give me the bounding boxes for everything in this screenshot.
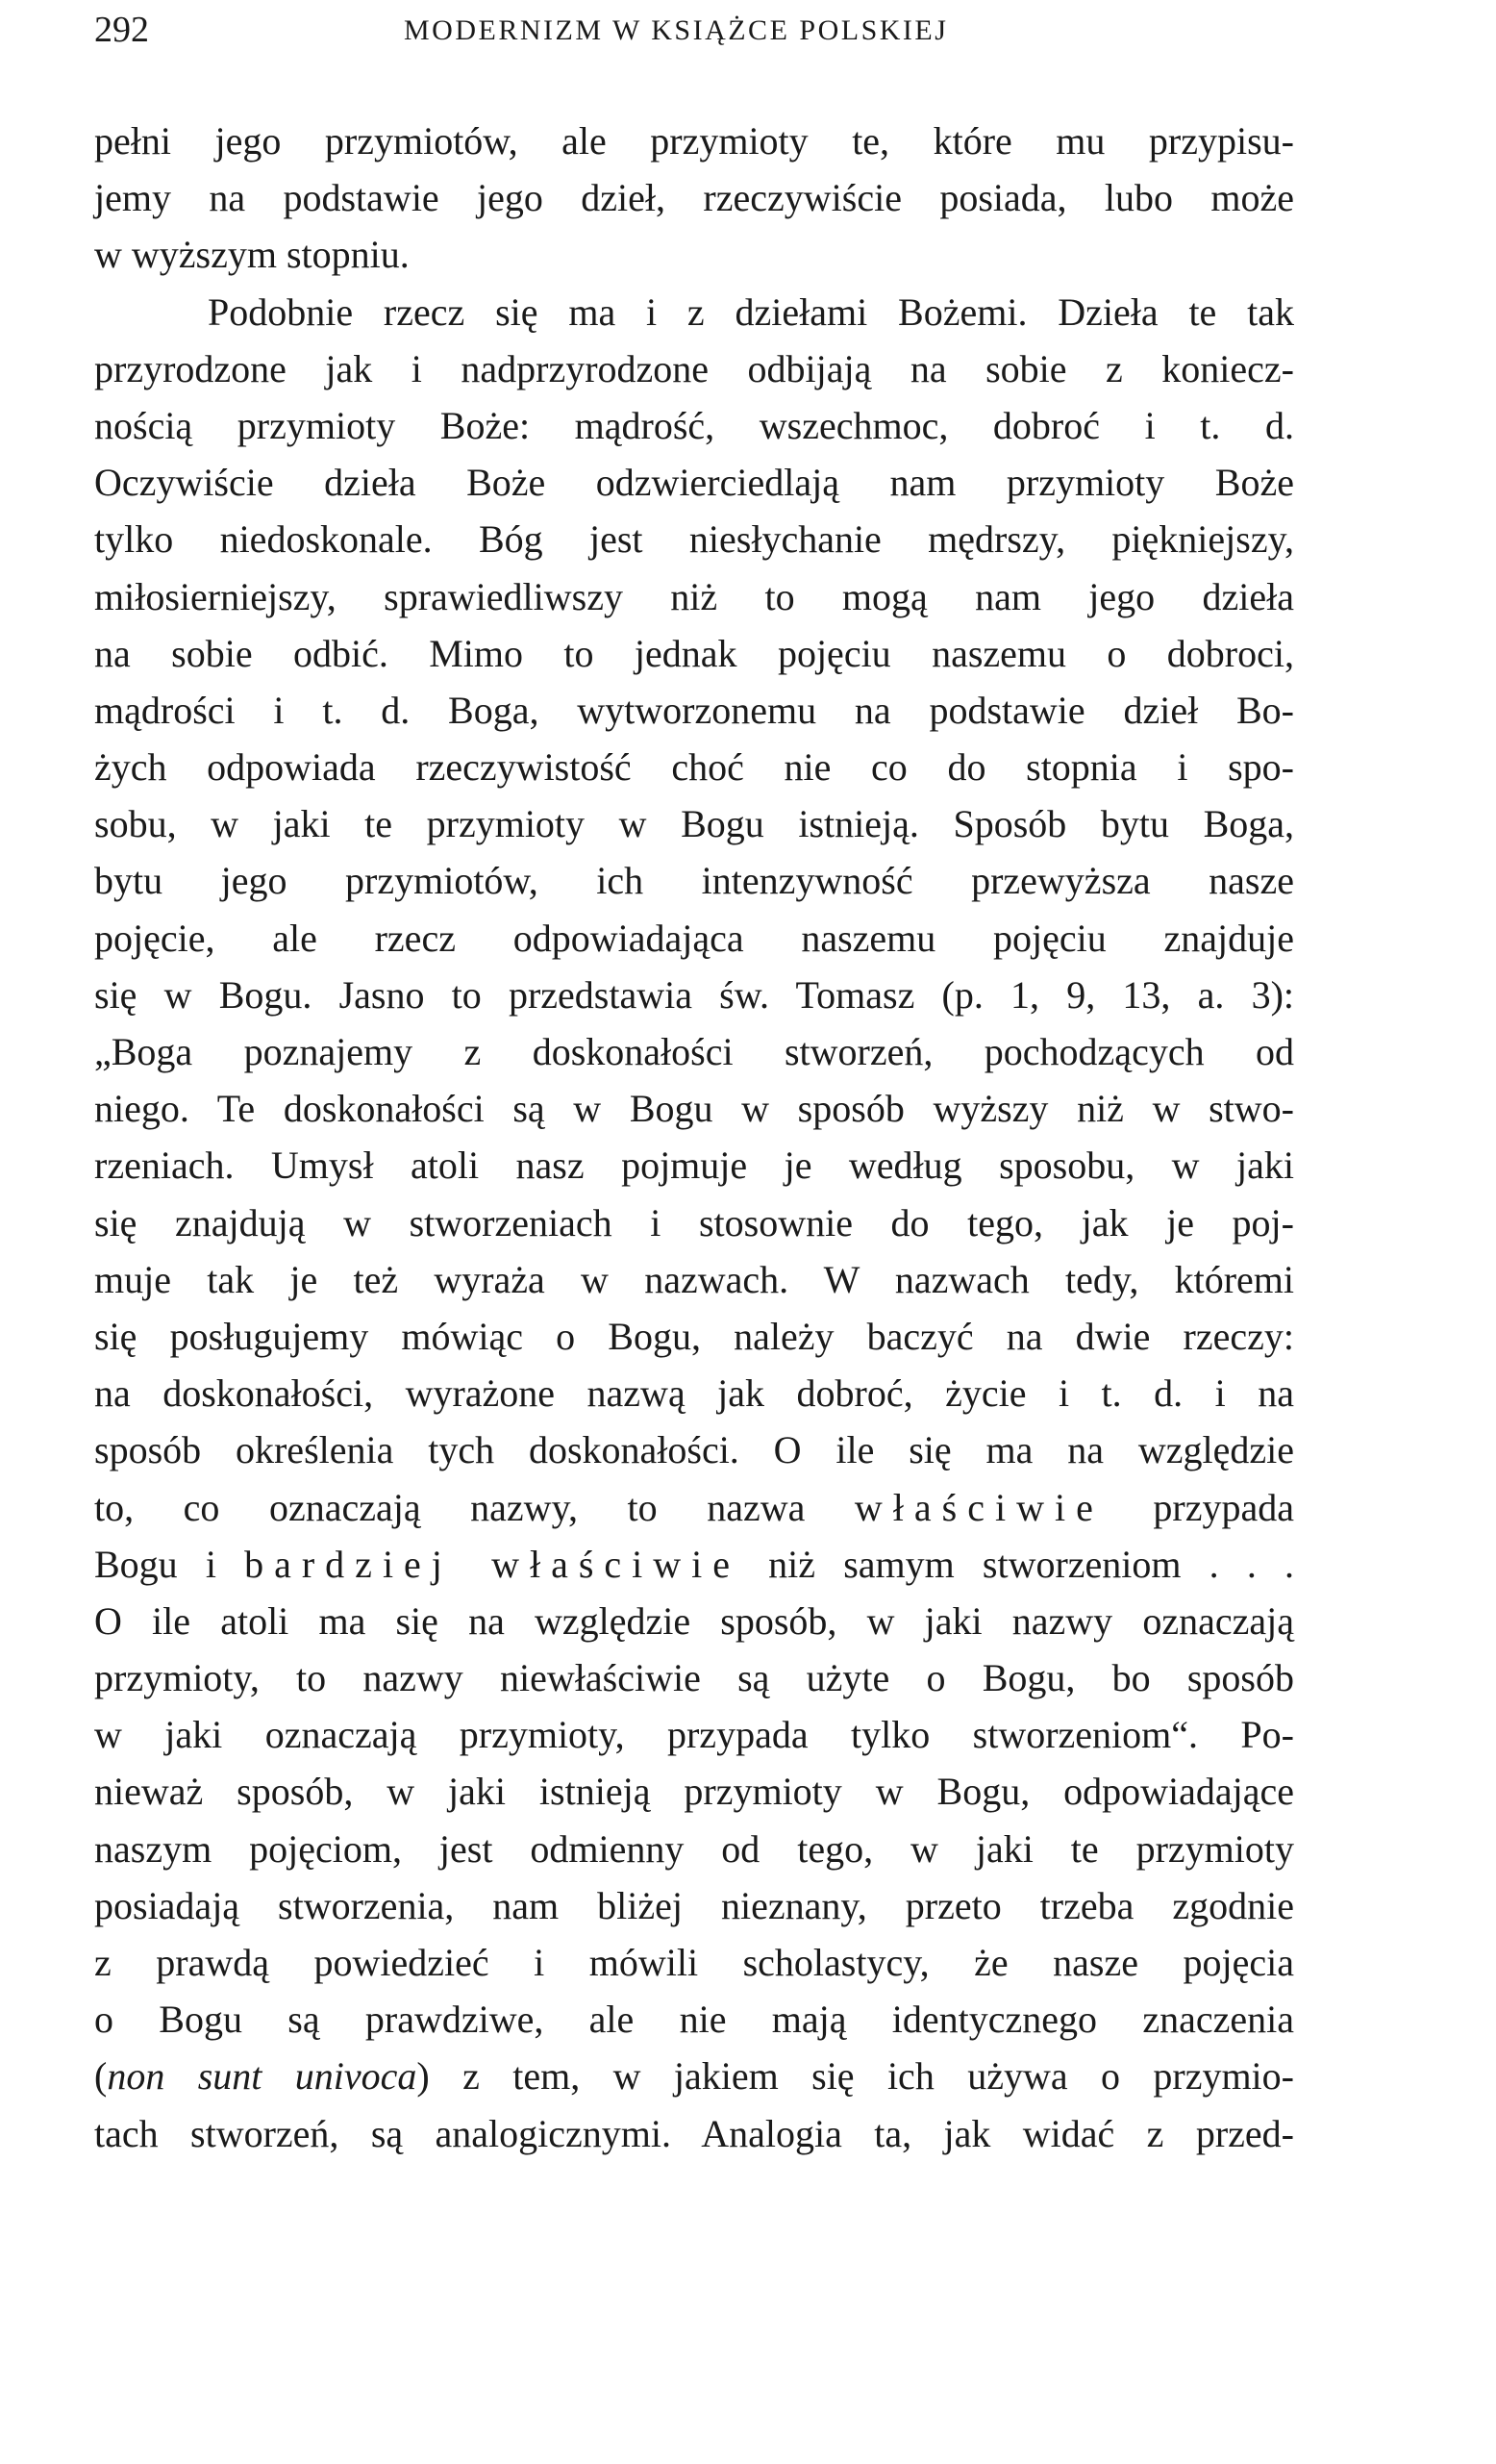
quote-line: na doskonałości, wyrażone nazwą jak dobroć, życie i t. d. i na (94, 1371, 1294, 1416)
text-line: się w Bogu. Jasno to przedstawia św. Tomasz (p. 1, 9, 13, a. 3): (94, 972, 1294, 1017)
quote-line: się posługujemy mówiąc o Bogu, należy baczyć na dwie rzeczy: (94, 1314, 1294, 1358)
text-line: w wyższym stopniu. (94, 233, 410, 277)
quote-line: się znajdują w stworzeniach i stosownie do tego, jak je poj- (94, 1200, 1294, 1245)
quote-line: niego. Te doskonałości są w Bogu w sposób wyższy niż w stwo- (94, 1087, 1294, 1131)
text-line: nością przymioty Boże: mądrość, wszechmoc, dobroć i t. d. (94, 403, 1294, 447)
text-line: o Bogu są prawdziwe, ale nie mają identycznego znaczenia (94, 1998, 1294, 2042)
running-head: MODERNIZM W KSIĄŻCE POLSKIEJ (404, 14, 949, 46)
emphasis-spaced: właściwie (854, 1485, 1104, 1529)
text-line: (non sunt univoca) z tem, w jakiem się ich używa o przymio- (94, 2054, 1294, 2099)
paragraph-start-line: Podobnie rzecz się ma i z dziełami Bożemi. Dzieła te tak (208, 289, 1294, 334)
quote-line: „Boga poznajemy z doskonałości stworzeń, pochodzących od (94, 1030, 1294, 1073)
text-line: sobu, w jaki te przymioty w Bogu istnieją. Sposób bytu Boga, (94, 802, 1294, 846)
body-text (94, 113, 1294, 2162)
text-line: miłosierniejszy, sprawiedliwszy niż to mogą nam jego dzieła (94, 574, 1294, 618)
text-line: bytu jego przymiotów, ich intenzywność przewyższa nasze (94, 859, 1294, 903)
text-line: na sobie odbić. Mimo to jednak pojęciu naszemu o dobroci, (94, 631, 1294, 675)
quote-line: rzeniach. Umysł atoli nasz pojmuje je według sposobu, w jaki (94, 1144, 1294, 1188)
page-number: 292 (94, 10, 149, 50)
quote-line: w jaki oznaczają przymioty, przypada tylko stworzeniom“. Po- (94, 1713, 1294, 1757)
page-header (94, 8, 1344, 52)
quote-line: muje tak je też wyraża w nazwach. W nazwach tedy, któremi (94, 1257, 1294, 1301)
text-line: mądrości i t. d. Boga, wytworzonemu na podstawie dzieł Bo- (94, 688, 1294, 732)
text-line: posiadają stworzenia, nam bliżej nieznany, przeto trzeba zgodnie (94, 1883, 1294, 1927)
text-line: z prawdą powiedzieć i mówili scholastycy, że nasze pojęcia (94, 1941, 1294, 1984)
quote-line: to, co oznaczają nazwy, to nazwa właściwie przypada (94, 1485, 1294, 1529)
text-line: pełni jego przymiotów, ale przymioty te, które mu przypisu- (94, 119, 1294, 163)
quote-line: sposób określenia tych doskonałości. O ile się ma na względzie (94, 1428, 1294, 1472)
text-line: przyrodzone jak i nadprzyrodzone odbijają na sobie z koniecz- (94, 346, 1294, 390)
text-line: tach stworzeń, są analogicznymi. Analogia ta, jak widać z przed- (94, 2111, 1294, 2155)
emphasis-spaced: bardziej właściwie (244, 1542, 741, 1586)
text-line: Oczywiście dzieła Boże odzwierciedlają nam przymioty Boże (94, 461, 1294, 505)
quote-line: przymioty, to nazwy niewłaściwie są użyte o Bogu, bo sposób (94, 1656, 1294, 1700)
latin-phrase: non sunt univoca (107, 2054, 417, 2099)
text-line: naszym pojęciom, jest odmienny od tego, w jaki te przymioty (94, 1826, 1294, 1871)
text-line: jemy na podstawie jego dzieł, rzeczywiście posiada, lubo może (94, 176, 1294, 220)
quote-line: Bogu i bardziej właściwie niż samym stworzeniom . . . (94, 1542, 1294, 1586)
text-line: nieważ sposób, w jaki istnieją przymioty w Bogu, odpowiadające (94, 1770, 1294, 1814)
text-line: tylko niedoskonale. Bóg jest niesłychanie mędrszy, piękniejszy, (94, 517, 1294, 562)
text-line: żych odpowiada rzeczywistość choć nie co do stopnia i spo- (94, 745, 1294, 790)
text-line: pojęcie, ale rzecz odpowiadająca naszemu pojęciu znajduje (94, 916, 1294, 960)
quote-line: O ile atoli ma się na względzie sposób, w jaki nazwy oznaczają (94, 1598, 1294, 1643)
